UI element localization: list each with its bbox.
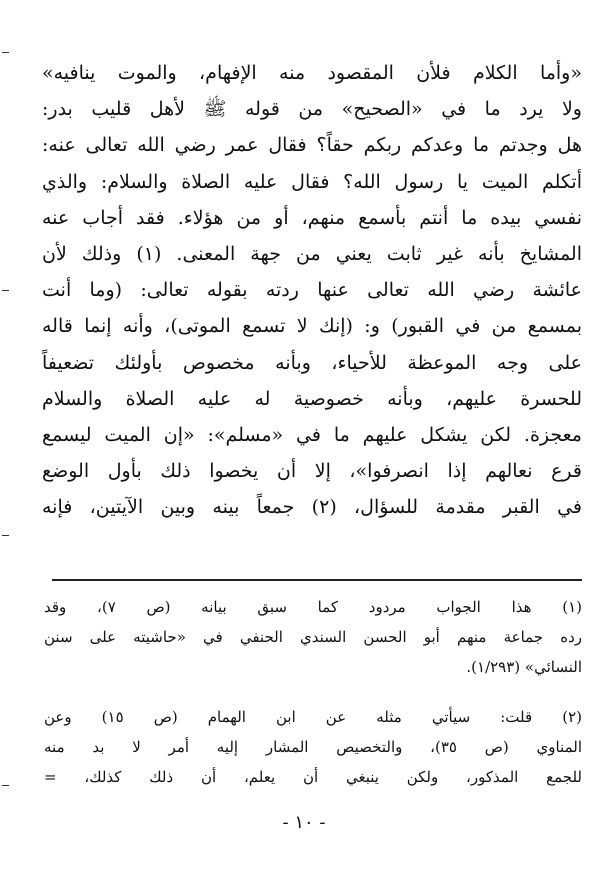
margin-mark — [2, 535, 9, 536]
page-number: - ١٠ - — [282, 812, 326, 833]
text-line: «وأما الكلام فلأن المقصود منه الإفهام، والموت ينافيه» — [42, 62, 582, 84]
text-line: المشايخ بأنه غير ثابت يعني من جهة المعنى. (١) وذلك لأن — [42, 242, 582, 265]
text-line: معجزة. لكن يشكل عليهم ما في «مسلم»: «إن الميت ليسمع — [42, 423, 582, 446]
text-line: على وجه الموعظة للأحياء، وبأنه مخصوص بأولئك تضعيفاً — [42, 351, 582, 374]
text-line: عائشة رضي الله تعالى عنها ردته بقوله تعالى: (وما أنت — [42, 279, 582, 302]
footnote-separator — [52, 579, 582, 581]
footnote-line: للجمع المذكور، ولكن ينبغي أن يعلم، أن ذلك كذلك، = — [44, 768, 582, 786]
footnote-line: المناوي (ص ٣٥)، والتخصيص المشار إليه أمر لا بد منه — [44, 738, 582, 756]
text-line: ولا يرد ما في «الصحيح» من قوله ﷺ لأهل قليب بدر: — [42, 98, 582, 121]
footnote-line: (١) هذا الجواب مردود كما سبق بيانه (ص ٧)، وقد — [44, 598, 582, 616]
margin-mark — [2, 290, 9, 291]
text-line: للحسرة عليهم، وبأنه خصوصية له عليه الصلاة والسلام — [42, 387, 582, 410]
footnote-2 — [44, 702, 582, 792]
footnote-line: (٢) قلت: سيأتي مثله عن ابن الهمام (ص ١٥) وعن — [44, 708, 583, 726]
text-line: قرع نعالهم إذا انصرفوا»، إلا أن يخصوا ذلك بأول الوضع — [42, 460, 582, 483]
text-line: أتكلم الميت يا رسول الله؟ فقال عليه الصلاة والسلام: والذي — [42, 170, 582, 193]
margin-mark — [2, 52, 9, 53]
footnotes — [44, 592, 582, 792]
text-line: نفسي بيده ما أنتم بأسمع منهم، أو من هؤلاء. فقد أجاب عنه — [42, 206, 582, 229]
text-line: في القبر مقدمة للسؤال، (٢) جمعاً بينه وبين الآيتين، فإنه — [42, 496, 582, 519]
footnote-1 — [44, 592, 582, 682]
main-text — [42, 55, 582, 525]
text-line: بمسمع من في القبور) و: (إنك لا تسمع الموتى)، وأنه إنما قاله — [42, 315, 582, 338]
text-line: هل وجدتم ما وعدكم ربكم حقاً؟ فقال عمر رضي الله تعالى عنه: — [42, 134, 582, 157]
footnote-line: رده جماعة منهم أبو الحسن السندي الحنفي في «حاشيته على سنن — [44, 628, 582, 646]
footnote-line: النسائي» (١/٢٩٣). — [466, 658, 582, 676]
margin-mark — [2, 785, 9, 786]
